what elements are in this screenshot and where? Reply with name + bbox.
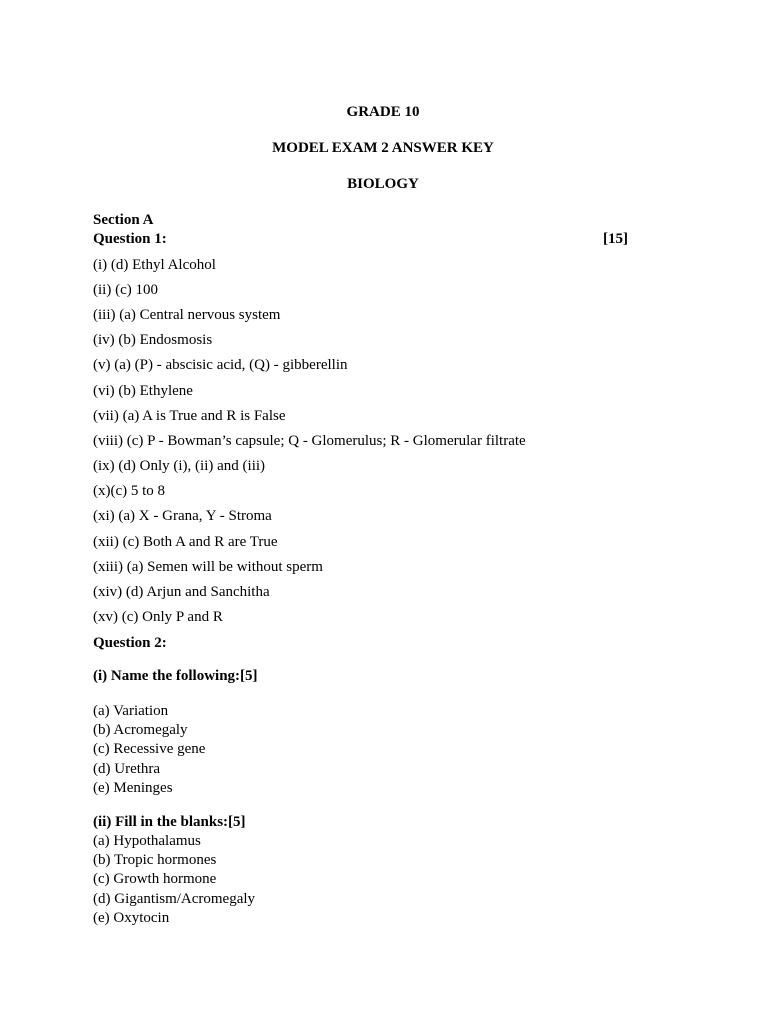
answer-item: (xiii) (a) Semen will be without sperm <box>93 559 323 575</box>
exam-heading: MODEL EXAM 2 ANSWER KEY <box>272 140 494 156</box>
answer-item: (xi) (a) X - Grana, Y - Stroma <box>93 508 272 524</box>
answer-item: (vi) (b) Ethylene <box>93 383 193 399</box>
answer-item: (xv) (c) Only P and R <box>93 609 223 625</box>
subject-heading: BIOLOGY <box>347 176 419 192</box>
answer-item: (c) Recessive gene <box>93 741 206 757</box>
answer-item: (d) Urethra <box>93 761 161 777</box>
answer-item: (b) Tropic hormones <box>93 852 217 868</box>
answer-item: (iii) (a) Central nervous system <box>93 307 281 323</box>
answer-item: (vii) (a) A is True and R is False <box>93 408 286 424</box>
answer-item: (d) Gigantism/Acromegaly <box>93 891 256 907</box>
section-a-title: Section A <box>93 212 154 228</box>
answer-item: (v) (a) (P) - abscisic acid, (Q) - gibberellin <box>93 357 348 373</box>
answer-item: (c) Growth hormone <box>93 871 217 887</box>
answer-item: (a) Hypothalamus <box>93 833 201 849</box>
answer-item: (ii) (c) 100 <box>93 282 158 298</box>
answer-item: (xii) (c) Both A and R are True <box>93 534 278 550</box>
question-2-part-1-heading: (i) Name the following:[5] <box>93 668 258 684</box>
grade-heading: GRADE 10 <box>346 104 420 120</box>
answer-item: (iv) (b) Endosmosis <box>93 332 213 348</box>
answer-item: (viii) (c) P - Bowman’s capsule; Q - Glomerulus; R - Glomerular filtrate <box>93 433 526 449</box>
answer-item: (b) Acromegaly <box>93 722 188 738</box>
answer-item: (e) Oxytocin <box>93 910 170 926</box>
answer-item: (x)(c) 5 to 8 <box>93 483 166 499</box>
answer-item: (xiv) (d) Arjun and Sanchitha <box>93 584 270 600</box>
question-1-label: Question 1: <box>93 231 167 247</box>
question-2-part-2-heading: (ii) Fill in the blanks:[5] <box>93 814 246 830</box>
question-2-label: Question 2: <box>93 635 167 651</box>
answer-item: (ix) (d) Only (i), (ii) and (iii) <box>93 458 266 474</box>
question-1-marks: [15] <box>603 231 628 247</box>
answer-item: (a) Variation <box>93 703 169 719</box>
answer-item: (e) Meninges <box>93 780 173 796</box>
answer-item: (i) (d) Ethyl Alcohol <box>93 257 216 273</box>
